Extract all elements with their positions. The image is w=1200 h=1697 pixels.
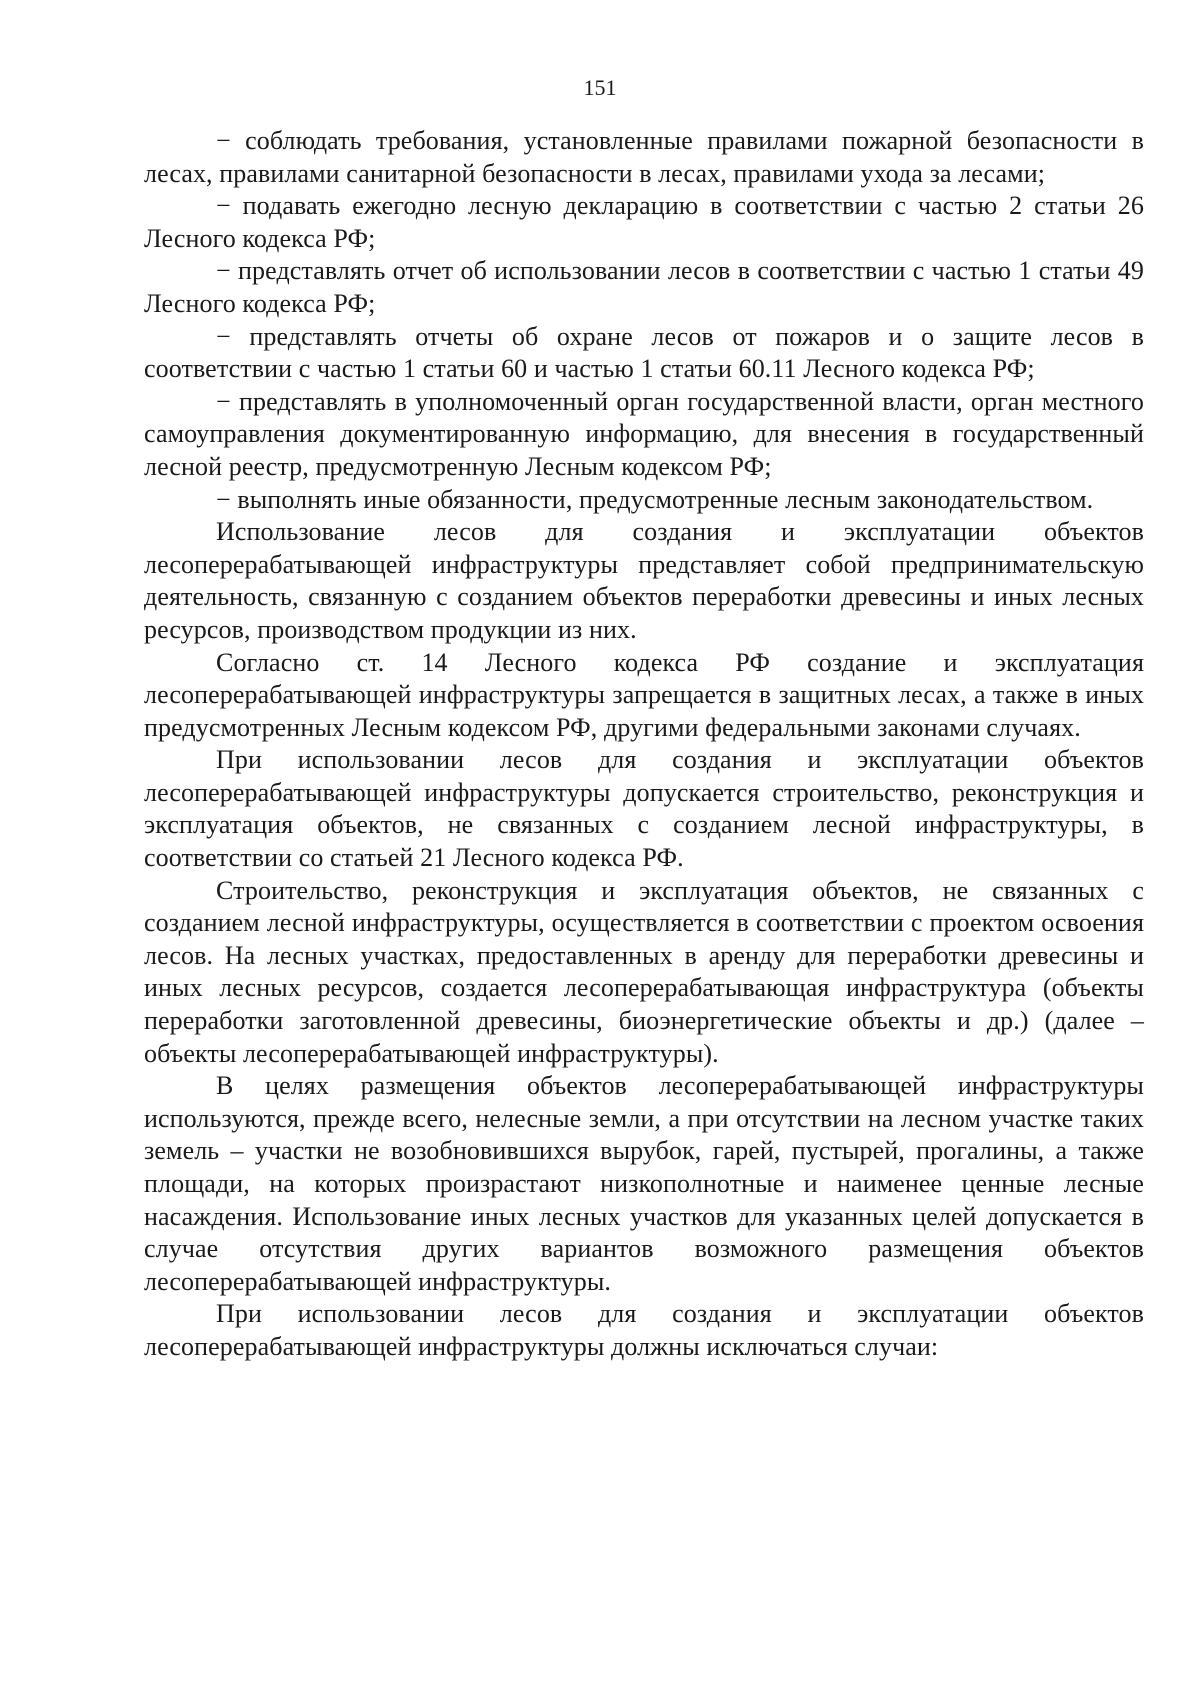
paragraph-forest-declaration-duty: − подавать ежегодно лесную декларацию в соответствии с частью 2 статьи 26 Лесного кодекса РФ; bbox=[144, 191, 1144, 253]
paragraph-excluded-cases-intro: При использовании лесов для создания и эксплуатации объектов лесоперерабатывающей инфраструктуры должны исключаться случаи: bbox=[144, 1299, 1144, 1361]
paragraph-other-duties: − выполнять иные обязанности, предусмотренные лесным законодательством. bbox=[216, 484, 1094, 514]
paragraph-article-14-restriction: Согласно ст. 14 Лесного кодекса РФ создание и эксплуатация лесоперерабатывающей инфраструктуры запрещается в защитных лесах, а также в иных предусмотренных Лесным кодексом РФ, другими федеральными законами случаях. bbox=[144, 647, 1144, 742]
paragraph-forest-registry-info-duty: − представлять в уполномоченный орган государственной власти, орган местного самоуправления документированную информацию, для внесения в государственный лесной реестр, предусмотренную Лесным кодексом РФ; bbox=[144, 386, 1144, 481]
page-number: 151 bbox=[583, 75, 617, 100]
paragraph-fire-safety-duty: − соблюдать требования, установленные правилами пожарной безопасности в лесах, правилами санитарной безопасности в лесах, правилами ухода за лесами; bbox=[144, 126, 1144, 188]
paragraph-processing-infrastructure-definition: Использование лесов для создания и эксплуатации объектов лесоперерабатывающей инфраструктуры представляет собой предпринимательскую деятельность, связанную с созданием объектов переработки древесины и иных лесных ресурсов, производством продукции из них. bbox=[144, 517, 1144, 644]
paragraph-forest-protection-report-duty: − представлять отчеты об охране лесов от пожаров и о защите лесов в соответствии с частью 1 статьи 60 и частью 1 статьи 60.11 Лесного кодекса РФ; bbox=[144, 321, 1144, 384]
paragraph-placement-priorities: В целях размещения объектов лесоперерабатывающей инфраструктуры используются, прежде всего, нелесные земли, а при отсутствии на лесном участке таких земель – участки не возобновившихся вырубок, гарей, пустырей, прогалины, а также площади, на которых произрастают низкополнотные и наименее ценные лесные насаждения. Использование иных лесных участков для указанных целей допускается в случае отсутствия других вариантов возможного размещения объектов лесоперерабатывающей инфраструктуры. bbox=[144, 1071, 1144, 1296]
document-body bbox=[144, 125, 1144, 1364]
paragraph-forest-use-report-duty: − представлять отчет об использовании лесов в соответствии с частью 1 статьи 49 Лесного кодекса РФ; bbox=[144, 256, 1144, 318]
paragraph-construction-development-plan: Строительство, реконструкция и эксплуатация объектов, не связанных с созданием лесной инфраструктуры, осуществляется в соответствии с проектом освоения лесов. На лесных участках, предоставленных в аренду для переработки древесины и иных лесных ресурсов, создается лесоперерабатывающая инфраструктура (объекты переработки заготовленной древесины, биоэнергетические объекты и др.) (далее – объекты лесоперерабатывающей инфраструктуры). bbox=[144, 875, 1144, 1068]
paragraph-construction-allowed: При использовании лесов для создания и эксплуатации объектов лесоперерабатывающей инфраструктуры допускается строительство, реконструкция и эксплуатация объектов, не связанных с созданием лесной инфраструктуры, в соответствии со статьей 21 Лесного кодекса РФ. bbox=[144, 745, 1144, 873]
